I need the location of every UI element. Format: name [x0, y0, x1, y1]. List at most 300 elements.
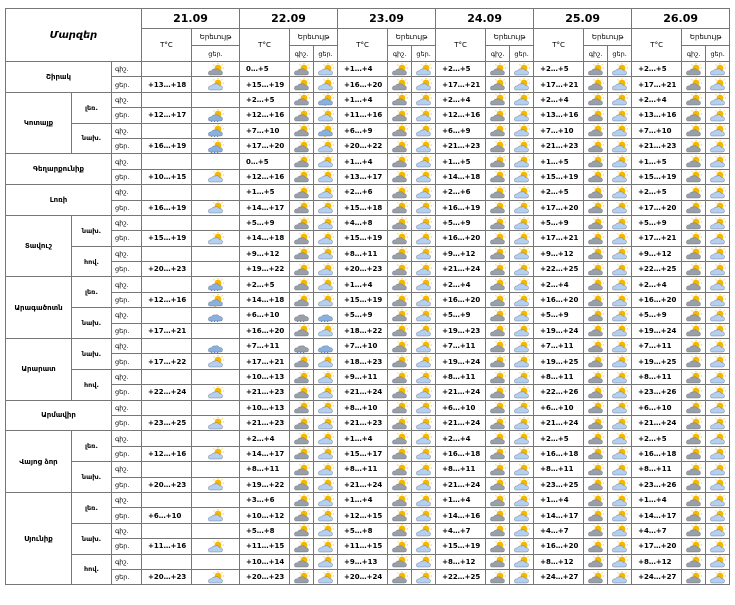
night-label: գիշ. [112, 554, 142, 569]
sun-cloud-icon [207, 447, 225, 460]
temperature-range: +9…+12 [632, 246, 682, 261]
weather-icon-cell [510, 77, 534, 92]
temperature-range: +8…+11 [534, 369, 584, 384]
temperature-range: +16…+20 [436, 292, 486, 307]
sun-dark-cloud-icon [489, 524, 507, 537]
weather-icon-cell [192, 523, 240, 538]
temperature-range: +15…+17 [338, 446, 388, 461]
weather-icon-cell [412, 246, 436, 261]
temperature-range: +14…+18 [240, 292, 290, 307]
phenomena-column-header: Երեւույթ [290, 29, 338, 46]
temperature-range: +1…+5 [240, 185, 290, 200]
sun-dark-cloud-icon [391, 478, 409, 491]
temperature-range: +16…+18 [436, 446, 486, 461]
weather-icon-cell [486, 215, 510, 230]
temperature-range: +5…+9 [338, 308, 388, 323]
weather-icon-cell [682, 400, 706, 415]
weather-icon-cell [290, 508, 314, 523]
sun-cloud-icon [513, 217, 531, 230]
sun-cloud-icon [317, 140, 335, 153]
sun-dark-cloud-icon [685, 309, 703, 322]
sun-cloud-icon [513, 324, 531, 337]
zone-name: նախ. [72, 523, 112, 554]
weather-icon-cell [388, 354, 412, 369]
temperature-range: +21…+24 [534, 415, 584, 430]
sun-cloud-icon [317, 170, 335, 183]
weather-icon-cell [706, 554, 730, 569]
sun-cloud-icon [415, 371, 433, 384]
temperature-range: +22…+25 [436, 569, 486, 584]
sun-dark-cloud-icon [391, 355, 409, 368]
sun-cloud-storm-icon [317, 124, 335, 137]
sun-dark-cloud-icon [391, 463, 409, 476]
sun-cloud-icon [611, 78, 629, 91]
region-name: Արարատ [6, 339, 72, 401]
temperature-range: +16…+20 [436, 231, 486, 246]
sun-dark-cloud-icon [587, 401, 605, 414]
temperature-range: +6…+10 [142, 508, 192, 523]
weather-icon-cell [412, 354, 436, 369]
sun-dark-cloud-icon [391, 401, 409, 414]
sun-cloud-icon [709, 371, 727, 384]
temperature-range: +15…+19 [142, 231, 192, 246]
weather-icon-cell [706, 477, 730, 492]
weather-icon-cell [388, 62, 412, 77]
sun-dark-cloud-icon [391, 417, 409, 430]
weather-icon-cell [486, 323, 510, 338]
sun-cloud-icon [611, 540, 629, 553]
weather-icon-cell [412, 169, 436, 184]
sun-cloud-icon [317, 447, 335, 460]
sun-dark-cloud-icon [685, 494, 703, 507]
weather-icon-cell [486, 569, 510, 584]
weather-icon-cell [314, 508, 338, 523]
cloud-rain-icon [207, 309, 225, 322]
weather-icon-cell [682, 154, 706, 169]
temperature-range: +11…+16 [338, 108, 388, 123]
temperature-range: +8…+11 [338, 462, 388, 477]
sun-dark-cloud-icon [587, 170, 605, 183]
weather-icon-cell [290, 231, 314, 246]
sun-cloud-icon [709, 555, 727, 568]
weather-icon-cell [510, 400, 534, 415]
sun-dark-cloud-icon [685, 263, 703, 276]
weather-icon-cell [486, 62, 510, 77]
phenomena-column-header: Երեւույթ [192, 29, 240, 46]
temperature-range: +6…+10 [534, 400, 584, 415]
weather-icon-cell [314, 77, 338, 92]
weather-icon-cell [314, 62, 338, 77]
sun-cloud-icon [709, 447, 727, 460]
sun-cloud-icon [513, 540, 531, 553]
forecast-row [6, 462, 730, 477]
sun-cloud-icon [415, 201, 433, 214]
temperature-range: +19…+25 [534, 354, 584, 369]
weather-icon-cell [290, 154, 314, 169]
weather-icon-cell [682, 477, 706, 492]
day-label: ցեր. [112, 200, 142, 215]
weather-icon-cell [510, 169, 534, 184]
dark-cloud-rain-icon [293, 340, 311, 353]
sun-cloud-icon [709, 463, 727, 476]
sun-cloud-icon [611, 278, 629, 291]
forecast-row [6, 123, 730, 138]
weather-icon-cell [290, 246, 314, 261]
temperature-range: +13…+17 [338, 169, 388, 184]
sun-dark-cloud-icon [489, 509, 507, 522]
forecast-row [6, 154, 730, 169]
weather-icon-cell [388, 215, 412, 230]
sun-cloud-icon [709, 109, 727, 122]
weather-icon-cell [486, 292, 510, 307]
weather-icon-cell [510, 354, 534, 369]
temperature-range: +13…+16 [632, 108, 682, 123]
weather-icon-cell [290, 523, 314, 538]
sun-dark-cloud-icon [391, 155, 409, 168]
day-label: ցեր. [112, 415, 142, 430]
weather-icon-cell [608, 415, 632, 430]
weather-icon-cell [510, 431, 534, 446]
temperature-range: +6…+9 [338, 123, 388, 138]
temperature-range: +2…+5 [632, 62, 682, 77]
temperature-range: +12…+16 [240, 169, 290, 184]
sun-dark-cloud-icon [587, 78, 605, 91]
weather-icon-cell [192, 431, 240, 446]
sun-dark-cloud-icon [391, 186, 409, 199]
weather-icon-cell [584, 446, 608, 461]
temp-column-header: T°C [240, 29, 290, 62]
sun-cloud-icon [611, 355, 629, 368]
night-subheader: գիշ. [682, 46, 706, 62]
region-name: Կոտայք [6, 92, 72, 154]
sun-dark-cloud-icon [293, 355, 311, 368]
temperature-range: +6…+10 [632, 400, 682, 415]
day-subheader: ցեր. [314, 46, 338, 62]
weather-icon-cell [192, 308, 240, 323]
temperature-range: +1…+4 [338, 492, 388, 507]
sun-dark-cloud-icon [685, 540, 703, 553]
temperature-range: +17…+21 [240, 354, 290, 369]
weather-icon-cell [412, 431, 436, 446]
temperature-range: +7…+10 [240, 123, 290, 138]
temperature-range: +8…+11 [632, 462, 682, 477]
weather-icon-cell [608, 462, 632, 477]
weather-icon-cell [584, 400, 608, 415]
sun-dark-cloud-icon [685, 324, 703, 337]
weather-icon-cell [388, 77, 412, 92]
weather-icon-cell [192, 569, 240, 584]
temperature-range: +2…+4 [436, 92, 486, 107]
weather-icon-cell [192, 462, 240, 477]
sun-dark-cloud-icon [489, 140, 507, 153]
sun-cloud-icon [611, 509, 629, 522]
temperature-range: +8…+11 [338, 246, 388, 261]
sun-dark-cloud-icon [489, 401, 507, 414]
weather-icon-cell [486, 369, 510, 384]
weather-icon-cell [388, 508, 412, 523]
weather-icon-cell [486, 339, 510, 354]
temperature-range: +13…+18 [142, 77, 192, 92]
sun-cloud-icon [611, 524, 629, 537]
weather-icon-cell [314, 123, 338, 138]
weather-icon-cell [706, 292, 730, 307]
temperature-range: +2…+4 [240, 431, 290, 446]
sun-dark-cloud-icon [293, 140, 311, 153]
phenomena-column-header: Երեւույթ [486, 29, 534, 46]
weather-icon-cell [682, 446, 706, 461]
sun-dark-cloud-icon [293, 155, 311, 168]
weather-icon-cell [192, 400, 240, 415]
temperature-range: +5…+9 [534, 308, 584, 323]
weather-icon-cell [290, 569, 314, 584]
sun-cloud-icon [513, 232, 531, 245]
weather-icon-cell [706, 185, 730, 200]
weather-icon-cell [388, 200, 412, 215]
day-label: ցեր. [112, 138, 142, 153]
temp-column-header: T°C [436, 29, 486, 62]
weather-icon-cell [486, 123, 510, 138]
sun-cloud-icon [207, 509, 225, 522]
weather-icon-cell [388, 169, 412, 184]
weather-icon-cell [682, 415, 706, 430]
sun-dark-cloud-icon [293, 494, 311, 507]
weather-icon-cell [314, 477, 338, 492]
sun-cloud-icon [513, 447, 531, 460]
temperature-range: +14…+18 [240, 231, 290, 246]
sun-dark-cloud-icon [685, 340, 703, 353]
weather-icon-cell [510, 185, 534, 200]
temperature-range: +8…+12 [534, 554, 584, 569]
sun-dark-cloud-icon [293, 294, 311, 307]
weather-icon-cell [412, 523, 436, 538]
weather-icon-cell [608, 215, 632, 230]
day-label: ցեր. [112, 292, 142, 307]
weather-icon-cell [682, 523, 706, 538]
sun-dark-cloud-icon [685, 371, 703, 384]
sun-cloud-icon [513, 509, 531, 522]
sun-cloud-icon [207, 201, 225, 214]
sun-cloud-icon [709, 201, 727, 214]
weather-icon-cell [388, 539, 412, 554]
sun-cloud-icon [317, 401, 335, 414]
weather-icon-cell [486, 231, 510, 246]
weather-icon-cell [706, 77, 730, 92]
zone-name: լեռ. [72, 92, 112, 123]
weather-icon-cell [314, 385, 338, 400]
weather-icon-cell [314, 231, 338, 246]
weather-icon-cell [510, 323, 534, 338]
sun-cloud-icon [709, 170, 727, 183]
sun-cloud-icon [415, 540, 433, 553]
sun-cloud-icon [207, 170, 225, 183]
temperature-range: +20…+23 [338, 262, 388, 277]
forecast-row [6, 138, 730, 153]
temperature-range: +5…+8 [338, 523, 388, 538]
temperature-range: +16…+20 [240, 323, 290, 338]
sun-cloud-icon [415, 355, 433, 368]
temperature-range: +22…+26 [534, 385, 584, 400]
weather-icon-cell [706, 215, 730, 230]
temperature-range: +5…+9 [534, 215, 584, 230]
forecast-row [6, 539, 730, 554]
sun-cloud-icon [611, 447, 629, 460]
sun-dark-cloud-icon [685, 509, 703, 522]
temperature-range: +2…+4 [632, 92, 682, 107]
day-label: ցեր. [112, 569, 142, 584]
weather-icon-cell [608, 477, 632, 492]
sun-cloud-icon [513, 417, 531, 430]
temperature-range [142, 92, 192, 107]
weather-icon-cell [584, 385, 608, 400]
temperature-range: +12…+16 [240, 108, 290, 123]
temperature-range: +7…+11 [240, 339, 290, 354]
night-subheader: գիշ. [290, 46, 314, 62]
weather-icon-cell [290, 385, 314, 400]
sun-dark-cloud-icon [293, 232, 311, 245]
weather-icon-cell [314, 246, 338, 261]
temperature-range: +12…+16 [142, 446, 192, 461]
weather-icon-cell [608, 262, 632, 277]
temperature-range: +11…+16 [142, 539, 192, 554]
weather-icon-cell [486, 108, 510, 123]
sun-cloud-icon [513, 93, 531, 106]
sun-dark-cloud-icon [489, 386, 507, 399]
weather-icon-cell [388, 277, 412, 292]
sun-dark-cloud-icon [391, 263, 409, 276]
day-subheader: ցեր. [192, 46, 240, 62]
weather-icon-cell [192, 185, 240, 200]
temperature-range: +20…+23 [142, 262, 192, 277]
temperature-range: +19…+22 [240, 477, 290, 492]
night-label: գիշ. [112, 339, 142, 354]
sun-cloud-icon [415, 524, 433, 537]
sun-dark-cloud-icon [391, 509, 409, 522]
sun-cloud-icon [611, 309, 629, 322]
weather-icon-cell [314, 92, 338, 107]
temperature-range: +7…+10 [534, 123, 584, 138]
temperature-range: +10…+13 [240, 369, 290, 384]
weather-icon-cell [608, 77, 632, 92]
sun-dark-cloud-icon [685, 401, 703, 414]
sun-cloud-icon [415, 109, 433, 122]
sun-dark-cloud-icon [391, 78, 409, 91]
sun-cloud-icon [207, 417, 225, 430]
weather-icon-cell [608, 539, 632, 554]
sun-cloud-icon [611, 478, 629, 491]
temperature-range: +23…+26 [632, 477, 682, 492]
forecast-row [6, 323, 730, 338]
sun-dark-cloud-icon [293, 555, 311, 568]
sun-cloud-icon [611, 386, 629, 399]
weather-icon-cell [290, 369, 314, 384]
weather-icon-cell [412, 185, 436, 200]
date-header: 23.09 [338, 9, 436, 29]
sun-cloud-icon [317, 355, 335, 368]
forecast-row [6, 477, 730, 492]
sun-cloud-icon [415, 309, 433, 322]
temperature-range: +21…+23 [534, 138, 584, 153]
weather-icon-cell [388, 154, 412, 169]
sun-dark-cloud-icon [489, 571, 507, 584]
weather-icon-cell [388, 231, 412, 246]
weather-icon-cell [388, 246, 412, 261]
weather-icon-cell [290, 400, 314, 415]
temp-column-header: T°C [142, 29, 192, 62]
temperature-range [142, 185, 192, 200]
temperature-range: +9…+13 [338, 554, 388, 569]
sun-dark-cloud-icon [391, 217, 409, 230]
sun-cloud-icon [317, 386, 335, 399]
temperature-range: +8…+11 [436, 369, 486, 384]
sun-dark-cloud-icon [489, 278, 507, 291]
weather-icon-cell [314, 138, 338, 153]
weather-icon-cell [486, 92, 510, 107]
weather-icon-cell [608, 308, 632, 323]
temperature-range: +21…+24 [436, 385, 486, 400]
sun-dark-cloud-icon [587, 540, 605, 553]
temperature-range [142, 369, 192, 384]
temperature-range: +19…+24 [632, 323, 682, 338]
sun-cloud-icon [513, 401, 531, 414]
temperature-range: +2…+4 [436, 277, 486, 292]
weather-icon-cell [608, 554, 632, 569]
sun-cloud-icon [513, 355, 531, 368]
weather-icon-cell [486, 385, 510, 400]
sun-cloud-icon [611, 247, 629, 260]
temperature-range: +4…+7 [534, 523, 584, 538]
weather-icon-cell [510, 92, 534, 107]
sun-dark-cloud-icon [391, 93, 409, 106]
region-name: Տավուշ [6, 215, 72, 277]
weather-icon-cell [584, 62, 608, 77]
temperature-range: +14…+18 [436, 169, 486, 184]
sun-dark-cloud-icon [391, 309, 409, 322]
night-label: գիշ. [112, 185, 142, 200]
day-label: ցեր. [112, 323, 142, 338]
weather-icon-cell [192, 415, 240, 430]
sun-cloud-icon [317, 109, 335, 122]
temp-column-header: T°C [632, 29, 682, 62]
sun-dark-cloud-icon [391, 494, 409, 507]
temperature-range: +6…+10 [436, 400, 486, 415]
weather-icon-cell [682, 185, 706, 200]
sun-cloud-icon [317, 217, 335, 230]
weather-icon-cell [584, 154, 608, 169]
weather-icon-cell [192, 169, 240, 184]
sun-cloud-icon [207, 540, 225, 553]
sun-dark-cloud-icon [489, 340, 507, 353]
sun-cloud-icon [709, 524, 727, 537]
temperature-range: +1…+4 [534, 492, 584, 507]
weather-icon-cell [290, 62, 314, 77]
temperature-range: +17…+21 [534, 77, 584, 92]
sun-cloud-icon [513, 109, 531, 122]
sun-cloud-icon [415, 401, 433, 414]
weather-icon-cell [412, 369, 436, 384]
temperature-range: +21…+24 [338, 385, 388, 400]
sun-dark-cloud-icon [391, 109, 409, 122]
weather-icon-cell [608, 400, 632, 415]
sun-dark-cloud-icon [489, 201, 507, 214]
temperature-range: +1…+4 [338, 277, 388, 292]
weather-icon-cell [510, 569, 534, 584]
sun-cloud-icon [513, 263, 531, 276]
weather-icon-cell [388, 108, 412, 123]
weather-icon-cell [608, 200, 632, 215]
sun-dark-cloud-icon [489, 217, 507, 230]
weather-icon-cell [608, 446, 632, 461]
weather-icon-cell [412, 277, 436, 292]
